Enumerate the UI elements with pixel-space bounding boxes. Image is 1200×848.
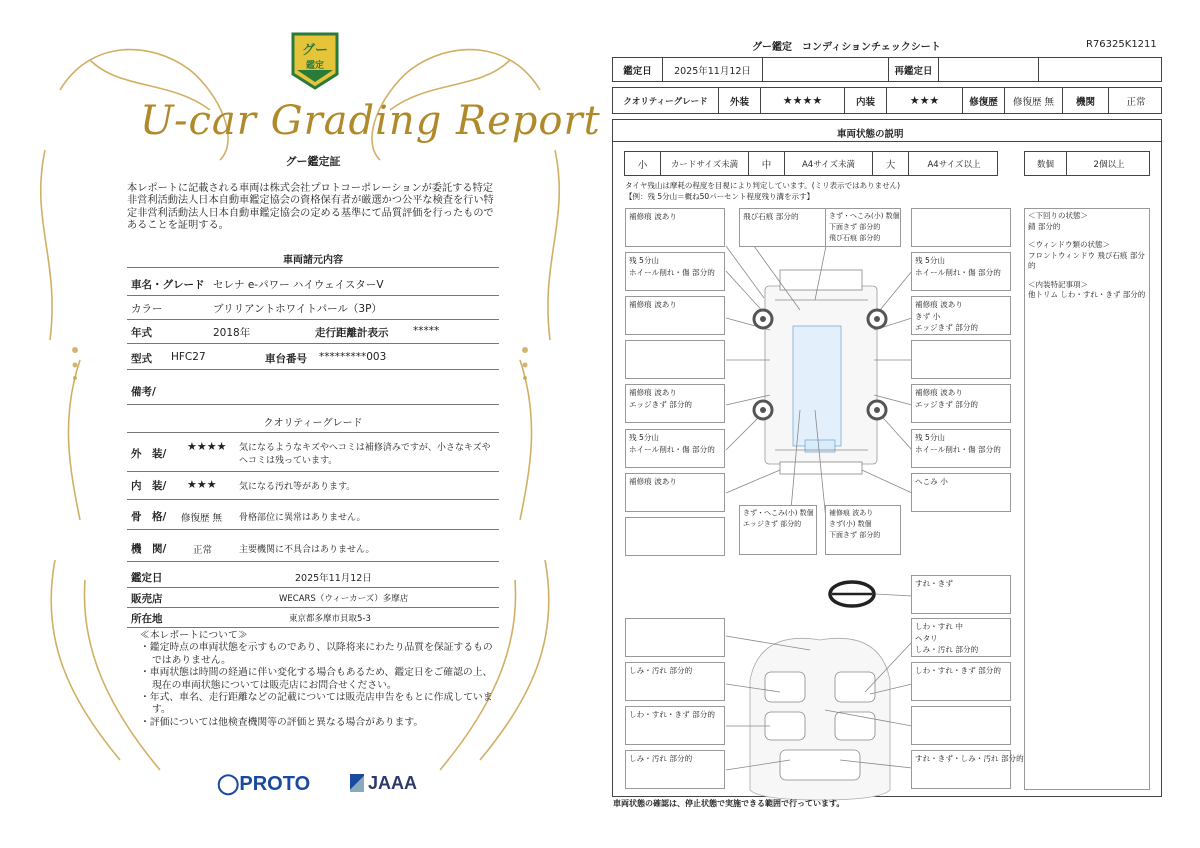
condition-box: 残 5分山 ホイール削れ・傷 部分的 [625,252,725,291]
note-item: ・鑑定時点の車両状態を示すものであり、以降将来にわたり品質を保証するものではありません。 [140,642,493,666]
vehicle-name-value: セレナ e-パワー ハイウェイスターV [213,279,384,291]
proto-logo-text: PROTO [239,773,311,795]
condition-box: 補修痕 波あり [625,296,725,335]
vehicle-name-label: 車名・グレード [131,279,205,291]
condition-box [625,517,725,556]
goo-kantei-badge [287,30,343,92]
report-notes [140,630,500,729]
date-label: 鑑定日 [613,58,663,81]
mileage-label: 走行距離計表示 [315,327,389,339]
condition-box: 補修痕 波あり エッジきず 部分的 [911,384,1011,423]
frame-text: 骨格部位に異常はありません。 [239,513,366,523]
note-item: ・車両状態は時間の経過に伴い変化する場合もあるため、鑑定日をご確認の上、現在の車両状態については販売店にお問合せください。 [140,667,493,691]
condition-box: へこみ 小 [911,473,1011,512]
size-large-desc: A4サイズ以上 [927,159,981,170]
condition-box: 残 5分山 ホイール削れ・傷 部分的 [911,252,1011,291]
size-small: 小 [625,152,661,175]
condition-box [625,340,725,379]
condition-box: しみ・汚れ 部分的 [625,662,725,701]
certificate-text: 本レポートに記載される車両は株式会社プロトコーポレーションが委託する特定非営利活動法人日本自動車鑑定協会の資格保有者が厳選かつ公平な検査を行い特定非営利活動法人日本自動車鑑定協会の定める基準にて品質評価を行ったものであることを証明する。 [127,183,494,231]
certificate-title: グー鑑定証 [285,155,341,168]
vehicle-name-row [127,272,499,296]
size-mid-desc: A4サイズ未満 [785,152,873,175]
badge-top: グー [301,43,329,58]
special-notes-panel: ＜下回りの状態＞ 錆 部分的 ＜ウィンドウ類の状態＞ フロントウィンドウ 飛び石痕 部分的 ＜内装特記事項＞ 他トリム しわ・すれ・きず 部分的 [1024,208,1150,790]
condition-box [911,706,1011,745]
condition-box: 補修痕 波あり エッジきず 部分的 [625,384,725,423]
interior-label: 内 装/ [131,480,167,492]
engine-label: 機関 [1063,88,1109,113]
color-label: カラー [131,303,163,315]
color-value: ブリリアントホワイトパール（3P） [213,303,382,315]
address-row [127,608,499,628]
engine-row [127,534,499,562]
condition-box: しみ・汚れ 部分的 [625,750,725,789]
remarks-label: 備考/ [131,386,156,398]
sheet-title: グー鑑定 コンディションチェックシート [752,42,941,53]
condition-box: しわ・すれ・きず 部分的 [911,662,1011,701]
engine-text: 主要機関に不具合はありません。 [239,545,375,555]
ext-stars: ★★★★ [761,88,845,113]
engine-value: 正常 [1126,96,1146,108]
int-stars: ★★★ [887,88,963,113]
color-row [127,296,499,320]
report-title: U-car Grading Report [140,98,601,144]
note-item: ・年式、車名、走行距離などの記載については販売店申告をもとに作成しています。 [140,692,493,716]
tire-note-2: 【例：残 5分山＝概ね50パーセント程度残り溝を示す】 [625,192,815,201]
notes-heading: ≪本レポートについて≫ [140,630,248,641]
condition-box: すれ・きず [911,575,1011,614]
exterior-row [127,436,499,472]
badge-bottom: 鑑定 [305,61,325,71]
redate-label: 再鑑定日 [889,58,939,81]
date-value: 2025年11月12日 [295,573,372,584]
qg-label: クオリティーグレード [613,88,719,113]
note-item: ・評価については他検査機関等の評価と異なる場合があります。 [140,716,424,728]
interior-row [127,472,499,500]
chassis-label: 車台番号 [265,353,307,365]
shop-row [127,588,499,608]
jaaa-mark-icon [350,774,364,792]
shop-value: WECARS（ウィーカーズ）多摩店 [279,594,409,604]
repair-label: 修復歴 [963,88,1005,113]
sheet-code: R76325K1211 [1086,39,1157,50]
int-label: 内装 [845,88,887,113]
remarks-row [127,379,499,405]
year-value: 2018年 [213,327,251,339]
date-label: 鑑定日 [131,572,163,584]
state-heading: 車両状態の説明 [837,129,904,140]
condition-box: すれ・きず・しみ・汚れ 部分的 [911,750,1011,789]
condition-box [625,618,725,657]
proto-logo: ◯PROTO [217,773,311,795]
condition-box: 補修痕 波あり きず 小 エッジきず 部分的 [911,296,1011,335]
count-label: 数個 [1025,152,1067,175]
condition-box [911,208,1011,247]
frame-row [127,502,499,530]
year-row [127,320,499,344]
engine-value: 正常 [193,545,213,556]
condition-box: 飛び石痕 部分的 [739,208,839,247]
size-mid: 中 [749,152,785,175]
exterior-text-2: ヘコミは残っています。 [239,456,338,466]
frame-value: 修復歴 無 [181,513,223,524]
condition-box [911,340,1011,379]
date-value: 2025年11月12日 [663,58,763,81]
frame-label: 骨 格/ [131,511,167,523]
condition-box: しわ・すれ・きず 部分的 [625,706,725,745]
address-label: 所在地 [131,613,163,625]
count-desc: 2個以上 [1093,159,1125,170]
mileage-value: ***** [413,325,440,337]
tire-note-1: タイヤ残山は摩耗の程度を目視により判定しています。(ミリ表示ではありません) [625,181,901,190]
exterior-stars: ★★★★ [187,440,227,453]
condition-box: 補修痕 波あり [625,208,725,247]
size-small-desc: カードサイズ未満 [661,152,749,175]
condition-box: 残 5分山 ホイール削れ・傷 部分的 [625,429,725,468]
chassis-value: *********003 [319,351,387,363]
condition-box: きず・へこみ(小) 数個 エッジきず 部分的 [739,505,817,555]
jaaa-logo-text: JAAA [368,773,418,793]
model-value: HFC27 [171,351,206,363]
ext-label: 外装 [719,88,761,113]
engine-label: 機 関/ [131,543,167,555]
condition-box: 補修痕 波あり きず(小) 数個 下面きず 部分的 [825,505,901,555]
condition-box: 補修痕 波あり [625,473,725,512]
exterior-text-1: 気になるようなキズやヘコミは補修済みですが、小さなキズや [239,443,491,453]
quality-heading: クオリティーグレード [263,418,363,429]
model-label: 型式 [131,353,152,365]
date-row [127,566,499,588]
condition-box: きず・へこみ(小) 数個 下面きず 部分的 飛び石痕 部分的 [825,208,901,247]
interior-stars: ★★★ [187,478,217,491]
condition-check-sheet [600,0,1200,848]
repair-value: 修復歴 無 [1005,88,1063,113]
year-label: 年式 [131,327,152,339]
address-value: 東京都多摩市貝取5-3 [289,614,371,624]
shop-label: 販売店 [131,593,163,605]
size-large: 大 [873,152,909,175]
exterior-label: 外 装/ [131,448,167,460]
spec-heading: 車両諸元内容 [283,255,343,266]
jaaa-logo [350,773,417,794]
model-row [127,346,499,370]
condition-box: しわ・すれ 中 ヘタリ しみ・汚れ 部分的 [911,618,1011,657]
interior-text: 気になる汚れ等があります。 [239,482,356,492]
sheet-footer: 車両状態の確認は、停止状態で実施できる範囲で行っています。 [613,799,845,808]
condition-box: 残 5分山 ホイール削れ・傷 部分的 [911,429,1011,468]
